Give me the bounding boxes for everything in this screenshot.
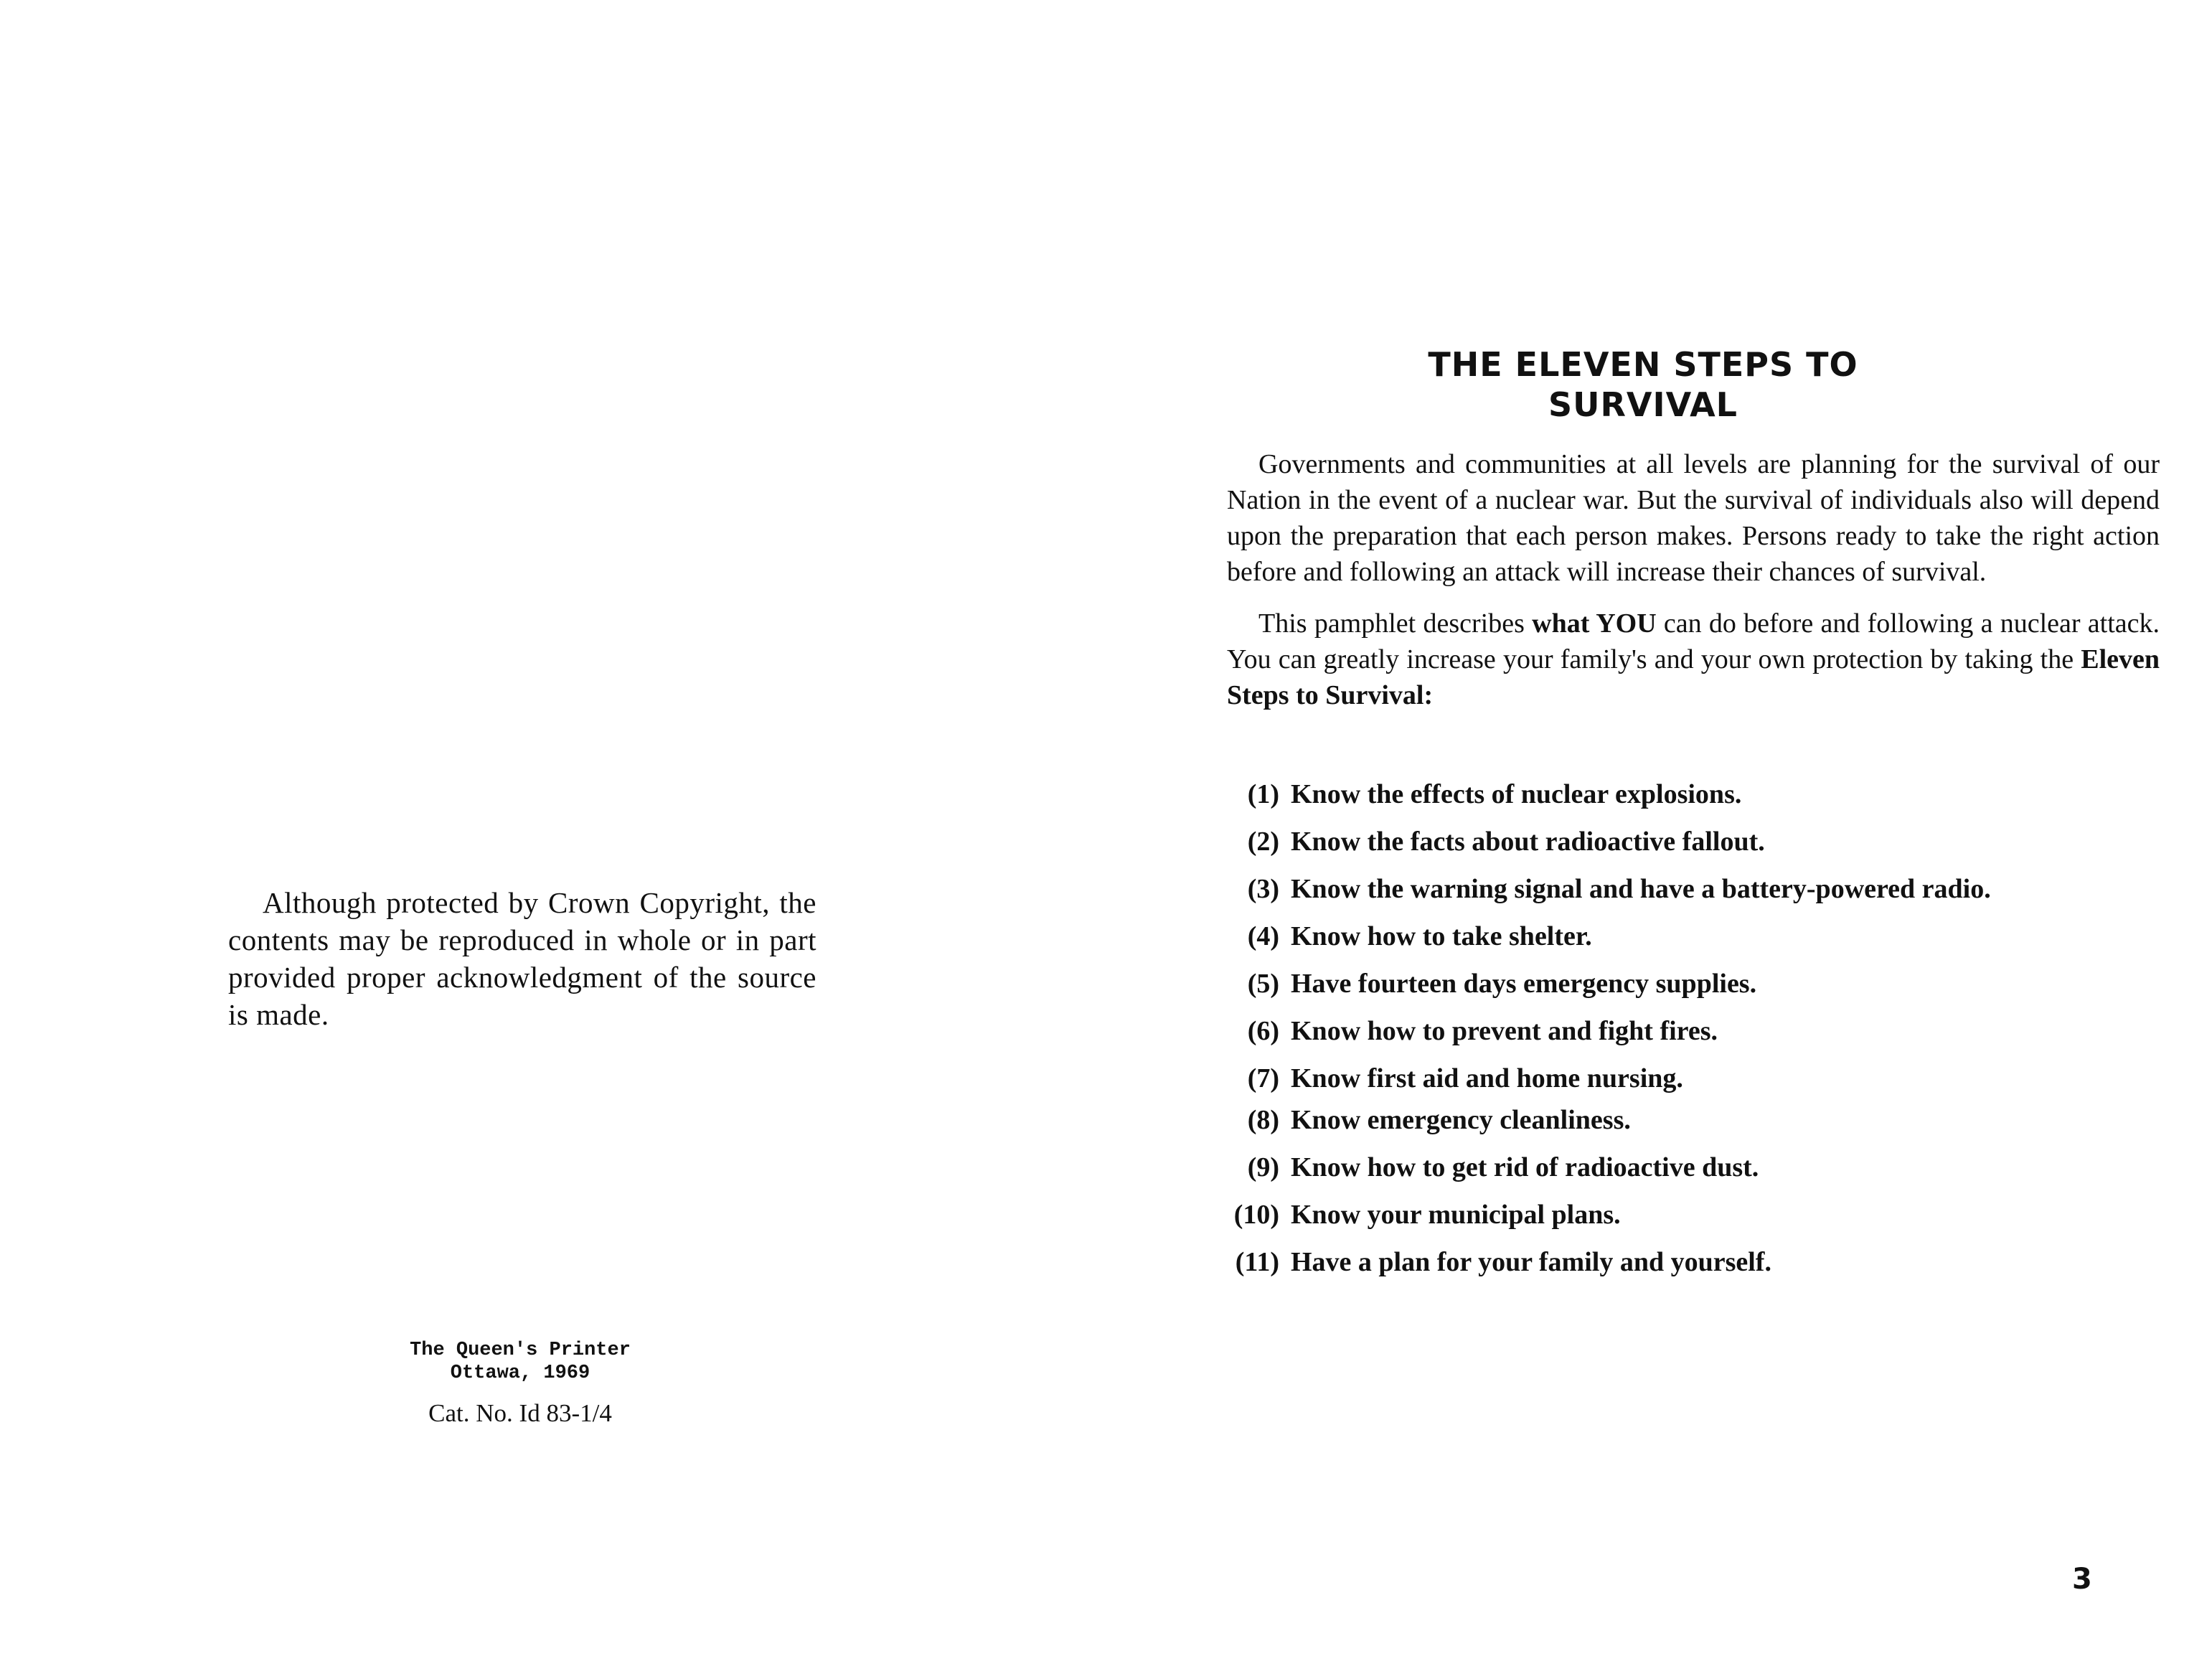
- intro-paragraph-2-part1: This pamphlet describes: [1258, 608, 1533, 639]
- list-item: [1235, 1244, 2185, 1292]
- printer-city-year: Ottawa, 1969: [450, 1363, 590, 1384]
- page-number: 3: [2072, 1563, 2092, 1596]
- catalogue-number: Cat. No. Id 83-1/4: [428, 1399, 612, 1427]
- step-text: Know first aid and home nursing.: [1291, 1063, 1683, 1093]
- step-text: Know how to get rid of radioactive dust.: [1291, 1152, 1759, 1182]
- step-text: Know your municipal plans.: [1291, 1200, 1621, 1230]
- page-title: THE ELEVEN STEPS TO SURVIVAL: [1428, 345, 1858, 424]
- step-text: Have fourteen days emergency supplies.: [1291, 969, 1757, 999]
- intro-paragraph-1: Governments and communities at all levels are planning for the survival of our Nation in the event of a nuclear war. But the survival of individuals also will depend upon the preparation that each person makes. Persons ready to take the right action before and following an attack will increase their chances of survival.: [1227, 449, 2160, 587]
- step-text: Have a plan for your family and yourself.: [1291, 1247, 1771, 1277]
- list-item: [1247, 871, 2185, 918]
- step-number: (10): [1233, 1200, 1279, 1230]
- step-text: Know emergency cleanliness.: [1291, 1105, 1631, 1135]
- step-number: (9): [1247, 1152, 1279, 1182]
- left-page: [0, 0, 1105, 1656]
- step-text: Know the facts about radioactive fallout.: [1291, 827, 1765, 857]
- intro-paragraph-2: [1227, 606, 2160, 713]
- step-number: (11): [1235, 1247, 1279, 1277]
- steps-list: [1233, 776, 2185, 1292]
- list-item: [1247, 1102, 2185, 1149]
- list-item: [1247, 824, 2185, 871]
- step-text: Know how to take shelter.: [1291, 921, 1592, 951]
- copyright-notice: Although protected by Crown Copyright, the contents may be reproduced in whole or in part provided proper acknowledgment of the source is made.: [228, 886, 816, 1031]
- step-text: Know the warning signal and have a battery-powered radio.: [1291, 874, 1991, 904]
- step-text: Know the effects of nuclear explosions.: [1291, 779, 1742, 809]
- step-number: (6): [1247, 1016, 1279, 1046]
- intro-emphasis-what-you: what YOU: [1532, 608, 1657, 639]
- list-item: [1247, 1060, 2185, 1102]
- list-item: [1247, 966, 2185, 1013]
- right-page: [1105, 0, 2212, 1656]
- step-text: Know how to prevent and fight fires.: [1291, 1016, 1718, 1046]
- step-number: (8): [1247, 1105, 1279, 1135]
- intro-paragraph-2-part2: can do before and following a nuclear attack. You can greatly increase your family's and your own protection by taking the: [1227, 608, 2160, 674]
- step-number: (5): [1247, 969, 1279, 999]
- step-number: (1): [1247, 779, 1279, 809]
- list-item: [1247, 776, 2185, 824]
- printer-name: The Queen's Printer: [410, 1340, 631, 1361]
- list-item: [1247, 1149, 2185, 1197]
- list-item: [1247, 1013, 2185, 1060]
- intro-emphasis-eleven-steps: Eleven Steps to Survival:: [1227, 644, 2160, 710]
- printer-imprint: [330, 1339, 710, 1429]
- intro-text: [1227, 446, 2160, 729]
- list-item: [1233, 1197, 2185, 1244]
- step-number: (3): [1247, 874, 1279, 904]
- step-number: (7): [1247, 1063, 1279, 1093]
- list-item: [1247, 918, 2185, 966]
- step-number: (2): [1247, 827, 1279, 857]
- step-number: (4): [1247, 921, 1279, 951]
